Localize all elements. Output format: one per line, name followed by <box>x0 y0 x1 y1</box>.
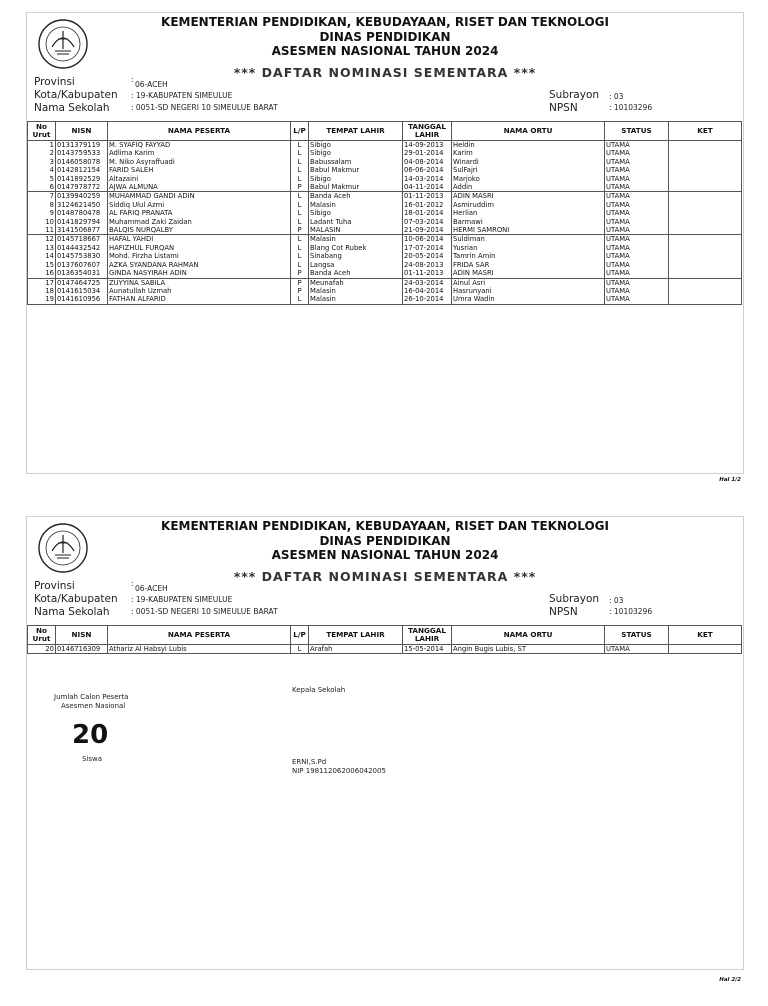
page-number-1: Hal 1/2 <box>719 477 741 483</box>
cell-ortu: Yusrian <box>452 244 605 252</box>
cell-lp: L <box>291 192 309 201</box>
cell-tempat: Sibigo <box>309 209 403 217</box>
cell-status: UTAMA <box>605 261 669 269</box>
cell-tempat: Sinabang <box>309 252 403 260</box>
cell-lp: L <box>291 295 309 304</box>
cell-nisn: 0136354031 <box>56 269 108 278</box>
cell-tanggal: 24-03-2014 <box>403 278 452 287</box>
cell-nama: GINDA NASYIRAH ADIN <box>108 269 291 278</box>
cell-nisn: 0145753830 <box>56 252 108 260</box>
cell-nisn: 0141829794 <box>56 218 108 226</box>
cell-tanggal: 21-09-2014 <box>403 226 452 235</box>
cell-ortu: Marjoko <box>452 175 605 183</box>
col-nama-peserta: NAMA PESERTA <box>108 626 291 645</box>
cell-lp: P <box>291 278 309 287</box>
cell-ortu: Angin Bugis Lubis, ST <box>452 645 605 654</box>
col-no-urut: No Urut <box>28 626 56 645</box>
table-row <box>28 252 742 260</box>
cell-ket <box>669 252 742 260</box>
cell-no: 16 <box>28 269 56 278</box>
cell-status: UTAMA <box>605 201 669 209</box>
cell-lp: L <box>291 141 309 150</box>
cell-tempat: Babul Makmur <box>309 183 403 192</box>
provinsi-value: 06-ACEH <box>135 80 168 89</box>
cell-tanggal: 06-06-2014 <box>403 166 452 174</box>
cell-ket <box>669 269 742 278</box>
cell-tempat: Malasin <box>309 295 403 304</box>
cell-status: UTAMA <box>605 209 669 217</box>
cell-nama: AL FARIQ PRANATA <box>108 209 291 217</box>
table-row <box>28 287 742 295</box>
kota-value: : 19-KABUPATEN SIMEULUE <box>131 91 233 100</box>
cell-ket <box>669 166 742 174</box>
cell-tanggal: 01-11-2013 <box>403 192 452 201</box>
cell-no: 19 <box>28 295 56 304</box>
table-row <box>28 201 742 209</box>
cell-lp: L <box>291 235 309 244</box>
header-line-3: ASESMEN NASIONAL TAHUN 2024 <box>271 548 499 562</box>
table-row <box>28 261 742 269</box>
cell-status: UTAMA <box>605 278 669 287</box>
cell-no: 5 <box>28 175 56 183</box>
cell-tempat: Meunafah <box>309 278 403 287</box>
provinsi-colon: : <box>131 75 134 84</box>
cell-status: UTAMA <box>605 235 669 244</box>
kepala-sekolah-nip: NIP 198112062006042005 <box>292 767 386 775</box>
cell-no: 10 <box>28 218 56 226</box>
cell-nama: BALQIS NURQALBY <box>108 226 291 235</box>
page-number-2: Hal 2/2 <box>719 977 741 983</box>
subrayon-label: Subrayon <box>549 89 600 101</box>
cell-tempat: Arafah <box>309 645 403 654</box>
cell-status: UTAMA <box>605 269 669 278</box>
cell-lp: P <box>291 269 309 278</box>
cell-nama: M. Niko Asyraffuadi <box>108 158 291 166</box>
cell-lp: L <box>291 261 309 269</box>
cell-nisn: 0143759533 <box>56 149 108 157</box>
cell-no: 6 <box>28 183 56 192</box>
cell-nisn: 3124621450 <box>56 201 108 209</box>
cell-nisn: 3141506877 <box>56 226 108 235</box>
cell-lp: L <box>291 218 309 226</box>
cell-nama: Siddiq Ulul Azmi <box>108 201 291 209</box>
cell-no: 20 <box>28 645 56 654</box>
cell-ortu: Suldiman <box>452 235 605 244</box>
subrayon-value: : 03 <box>609 92 624 101</box>
cell-ket <box>669 295 742 304</box>
col-lp: L/P <box>291 626 309 645</box>
table-row <box>28 278 742 287</box>
cell-no: 13 <box>28 244 56 252</box>
cell-tanggal: 14-09-2013 <box>403 141 452 150</box>
cell-tanggal: 07-03-2014 <box>403 218 452 226</box>
cell-tempat: Ladant Tuha <box>309 218 403 226</box>
provinsi-label: Provinsi <box>34 76 75 88</box>
cell-lp: L <box>291 175 309 183</box>
header-line-2: DINAS PENDIDIKAN <box>319 29 451 44</box>
cell-ortu: Hasrunyani <box>452 287 605 295</box>
cell-lp: L <box>291 252 309 260</box>
cell-lp: L <box>291 209 309 217</box>
cell-tempat: MALASIN <box>309 226 403 235</box>
provinsi-colon: : <box>131 579 134 588</box>
cell-nama: HAFIZHUL FURQAN <box>108 244 291 252</box>
cell-ortu: Heldin <box>452 141 605 150</box>
cell-lp: L <box>291 158 309 166</box>
col-tempat-lahir: TEMPAT LAHIR <box>309 626 403 645</box>
col-no-urut: No Urut <box>28 122 56 141</box>
table-row <box>28 226 742 235</box>
cell-ortu: Umra Wadin <box>452 295 605 304</box>
header-title <box>27 519 743 563</box>
cell-lp: L <box>291 244 309 252</box>
cell-nama: Muhammad Zaki Zaidan <box>108 218 291 226</box>
siswa-label: Siswa <box>82 755 103 763</box>
cell-no: 9 <box>28 209 56 217</box>
cell-nisn: 0139940259 <box>56 192 108 201</box>
cell-no: 8 <box>28 201 56 209</box>
cell-tanggal: 01-11-2013 <box>403 269 452 278</box>
cell-lp: L <box>291 166 309 174</box>
cell-nisn: 0146716309 <box>56 645 108 654</box>
cell-nama: AZKA SYANDANA RAHMAN <box>108 261 291 269</box>
cell-tanggal: 26-10-2014 <box>403 295 452 304</box>
cell-tempat: Banda Aceh <box>309 269 403 278</box>
cell-tempat: Sibigo <box>309 149 403 157</box>
cell-status: UTAMA <box>605 244 669 252</box>
page-1 <box>26 12 744 483</box>
table-row <box>28 192 742 201</box>
cell-nisn: 0141892529 <box>56 175 108 183</box>
cell-ket <box>669 158 742 166</box>
cell-nisn: 0131379119 <box>56 141 108 150</box>
cell-status: UTAMA <box>605 226 669 235</box>
cell-ket <box>669 192 742 201</box>
table-row <box>28 295 742 304</box>
sekolah-value: : 0051-SD NEGERI 10 SIMEULUE BARAT <box>131 103 278 112</box>
cell-tempat: Malasin <box>309 235 403 244</box>
cell-tempat: Banda Aceh <box>309 192 403 201</box>
cell-status: UTAMA <box>605 141 669 150</box>
participant-table-page-1 <box>27 121 742 305</box>
kota-label: Kota/Kabupaten <box>34 593 118 605</box>
npsn-value: : 10103296 <box>609 103 653 112</box>
cell-no: 2 <box>28 149 56 157</box>
cell-tanggal: 16-04-2014 <box>403 287 452 295</box>
cell-lp: P <box>291 287 309 295</box>
cell-ket <box>669 141 742 150</box>
cell-ket <box>669 183 742 192</box>
cell-ortu: ADIN MASRI <box>452 192 605 201</box>
cell-tanggal: 04-08-2014 <box>403 158 452 166</box>
cell-ket <box>669 235 742 244</box>
table-row <box>28 218 742 226</box>
cell-nisn: 0141615034 <box>56 287 108 295</box>
kota-label: Kota/Kabupaten <box>34 89 118 101</box>
col-status: STATUS <box>605 626 669 645</box>
cell-nama: Athariz Al Habsyi Lubis <box>108 645 291 654</box>
cell-tempat: Malasin <box>309 287 403 295</box>
kota-value: : 19-KABUPATEN SIMEULUE <box>131 595 233 604</box>
document-subtitle: *** DAFTAR NOMINASI SEMENTARA *** <box>233 65 537 80</box>
cell-lp: L <box>291 201 309 209</box>
cell-lp: P <box>291 183 309 192</box>
cell-tanggal: 04-11-2014 <box>403 183 452 192</box>
cell-tanggal: 17-07-2014 <box>403 244 452 252</box>
participant-table-page-2 <box>27 625 742 654</box>
cell-ortu: Tamrin Amin <box>452 252 605 260</box>
table-row <box>28 269 742 278</box>
cell-nisn: 0144432542 <box>56 244 108 252</box>
col-nama-peserta: NAMA PESERTA <box>108 122 291 141</box>
cell-ortu: Winardi <box>452 158 605 166</box>
cell-nama: FARID SALEH <box>108 166 291 174</box>
cell-no: 11 <box>28 226 56 235</box>
cell-nama: Aunatullah Uzmah <box>108 287 291 295</box>
cell-ortu: HERMI SAMRONI <box>452 226 605 235</box>
cell-ket <box>669 244 742 252</box>
cell-nama: Adlima Karim <box>108 149 291 157</box>
cell-status: UTAMA <box>605 192 669 201</box>
cell-status: UTAMA <box>605 158 669 166</box>
cell-no: 18 <box>28 287 56 295</box>
cell-ortu: Addin <box>452 183 605 192</box>
cell-ket <box>669 209 742 217</box>
cell-lp: P <box>291 226 309 235</box>
cell-status: UTAMA <box>605 175 669 183</box>
page-2 <box>26 516 744 983</box>
cell-ortu: Barmawi <box>452 218 605 226</box>
cell-nisn: 0145718667 <box>56 235 108 244</box>
cell-no: 1 <box>28 141 56 150</box>
table-row <box>28 166 742 174</box>
cell-ket <box>669 645 742 654</box>
cell-status: UTAMA <box>605 287 669 295</box>
cell-ket <box>669 175 742 183</box>
cell-tanggal: 15-05-2014 <box>403 645 452 654</box>
col-lp: L/P <box>291 122 309 141</box>
cell-tanggal: 24-08-2013 <box>403 261 452 269</box>
cell-status: UTAMA <box>605 166 669 174</box>
col-nama-ortu: NAMA ORTU <box>452 122 605 141</box>
col-ket: KET <box>669 122 742 141</box>
cell-tanggal: 10-06-2014 <box>403 235 452 244</box>
cell-tanggal: 29-01-2014 <box>403 149 452 157</box>
cell-ortu: Asmiruddim <box>452 201 605 209</box>
cell-ortu: Ainul Asri <box>452 278 605 287</box>
cell-tempat: Sibigo <box>309 141 403 150</box>
provinsi-value: 06-ACEH <box>135 584 168 593</box>
col-tanggal-lahir: TANGGAL LAHIR <box>403 122 452 141</box>
cell-no: 3 <box>28 158 56 166</box>
cell-tanggal: 18-01-2014 <box>403 209 452 217</box>
cell-ket <box>669 278 742 287</box>
cell-status: UTAMA <box>605 645 669 654</box>
participant-count: 20 <box>72 720 109 750</box>
npsn-label: NPSN <box>549 102 578 114</box>
header-line-2: DINAS PENDIDIKAN <box>319 533 451 548</box>
cell-no: 15 <box>28 261 56 269</box>
cell-ortu: SulFajri <box>452 166 605 174</box>
cell-tanggal: 16-01-2012 <box>403 201 452 209</box>
cell-nisn: 0146058078 <box>56 158 108 166</box>
cell-no: 7 <box>28 192 56 201</box>
cell-tempat: Malasin <box>309 201 403 209</box>
document-subtitle: *** DAFTAR NOMINASI SEMENTARA *** <box>233 569 537 584</box>
cell-lp: L <box>291 645 309 654</box>
cell-nisn: 0137607607 <box>56 261 108 269</box>
col-status: STATUS <box>605 122 669 141</box>
cell-nama: AJWA ALMUNA <box>108 183 291 192</box>
cell-tempat: Babussalam <box>309 158 403 166</box>
cell-status: UTAMA <box>605 295 669 304</box>
cell-status: UTAMA <box>605 149 669 157</box>
cell-ket <box>669 261 742 269</box>
cell-no: 12 <box>28 235 56 244</box>
col-tanggal-lahir: TANGGAL LAHIR <box>403 626 452 645</box>
npsn-value: : 10103296 <box>609 607 653 616</box>
cell-nama: HAFAL YAHDI <box>108 235 291 244</box>
kepala-sekolah-label: Kepala Sekolah <box>292 686 346 694</box>
cell-nama: MUHAMMAD GANDI ADIN <box>108 192 291 201</box>
cell-ortu: ADIN MASRI <box>452 269 605 278</box>
jumlah-label-1: Jumlah Calon Peserta <box>54 693 129 701</box>
table-row <box>28 175 742 183</box>
provinsi-label: Provinsi <box>34 580 75 592</box>
table-row <box>28 209 742 217</box>
cell-nisn: 0147464725 <box>56 278 108 287</box>
cell-ket <box>669 218 742 226</box>
cell-nama: Altazaini <box>108 175 291 183</box>
table-row <box>28 158 742 166</box>
cell-ortu: FRIDA SAR <box>452 261 605 269</box>
cell-tempat: Langsa <box>309 261 403 269</box>
cell-nama: M. SYAFIQ FAYYAD <box>108 141 291 150</box>
col-nama-ortu: NAMA ORTU <box>452 626 605 645</box>
cell-no: 17 <box>28 278 56 287</box>
npsn-label: NPSN <box>549 606 578 618</box>
cell-nama: Mohd. Firzha Listami <box>108 252 291 260</box>
cell-status: UTAMA <box>605 218 669 226</box>
cell-ket <box>669 287 742 295</box>
table-header-row <box>28 626 742 645</box>
subrayon-label: Subrayon <box>549 593 600 605</box>
cell-nama: FATHAN ALFARID <box>108 295 291 304</box>
col-tempat-lahir: TEMPAT LAHIR <box>309 122 403 141</box>
cell-ket <box>669 149 742 157</box>
cell-ortu: Herlian <box>452 209 605 217</box>
col-nisn: NISN <box>56 122 108 141</box>
sekolah-value: : 0051-SD NEGERI 10 SIMEULUE BARAT <box>131 607 278 616</box>
col-nisn: NISN <box>56 626 108 645</box>
table-row <box>28 141 742 150</box>
cell-tanggal: 14-03-2014 <box>403 175 452 183</box>
header-line-1: KEMENTERIAN PENDIDIKAN, KEBUDAYAAN, RISET DAN TEKNOLOGI <box>161 15 609 29</box>
table-row <box>28 645 742 654</box>
cell-tanggal: 20-05-2014 <box>403 252 452 260</box>
cell-no: 4 <box>28 166 56 174</box>
table-row <box>28 183 742 192</box>
table-row <box>28 149 742 157</box>
cell-ket <box>669 201 742 209</box>
table-row <box>28 235 742 244</box>
cell-nisn: 0147978772 <box>56 183 108 192</box>
subrayon-value: : 03 <box>609 596 624 605</box>
cell-tempat: Blang Cot Rubek <box>309 244 403 252</box>
cell-nisn: 0148780478 <box>56 209 108 217</box>
header-line-3: ASESMEN NASIONAL TAHUN 2024 <box>271 44 499 58</box>
cell-no: 14 <box>28 252 56 260</box>
cell-nisn: 0141610956 <box>56 295 108 304</box>
col-ket: KET <box>669 626 742 645</box>
cell-nisn: 0142812154 <box>56 166 108 174</box>
table-header-row <box>28 122 742 141</box>
cell-ortu: Karim <box>452 149 605 157</box>
cell-ket <box>669 226 742 235</box>
header-title <box>27 15 743 59</box>
cell-tempat: Babul Makmur <box>309 166 403 174</box>
cell-status: UTAMA <box>605 252 669 260</box>
cell-nama: ZUYYINA SABILA <box>108 278 291 287</box>
kepala-sekolah-name: ERNI,S.Pd <box>292 758 327 766</box>
sekolah-label: Nama Sekolah <box>34 606 110 618</box>
cell-status: UTAMA <box>605 183 669 192</box>
header-line-1: KEMENTERIAN PENDIDIKAN, KEBUDAYAAN, RISET DAN TEKNOLOGI <box>161 519 609 533</box>
cell-lp: L <box>291 149 309 157</box>
jumlah-label-2: Asesmen Nasional <box>61 702 126 710</box>
table-row <box>28 244 742 252</box>
sekolah-label: Nama Sekolah <box>34 102 110 114</box>
cell-tempat: Sibigo <box>309 175 403 183</box>
